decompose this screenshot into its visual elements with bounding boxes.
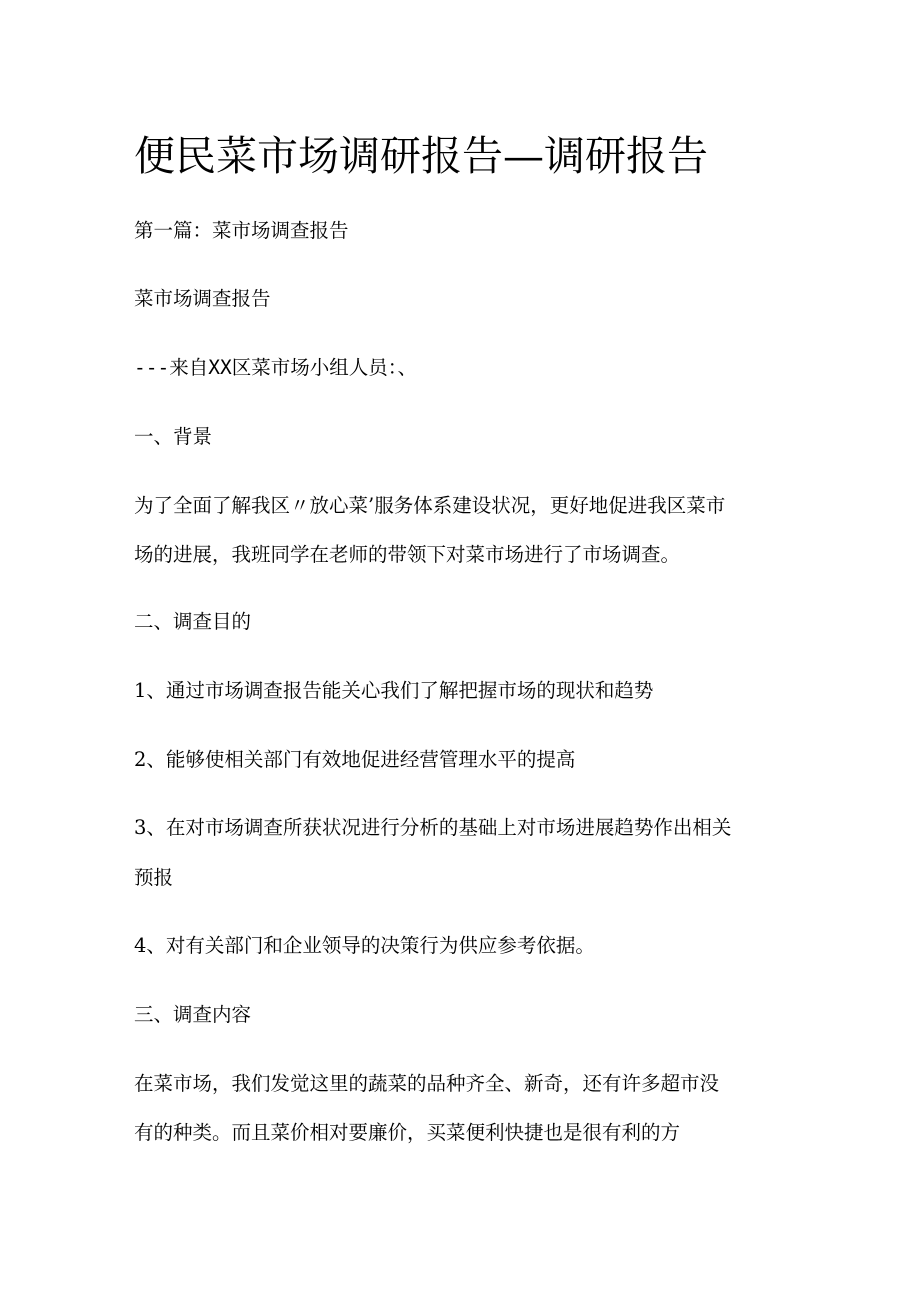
list-item-purpose-3-line-1: 3、在对市场调查所获状况进行分析的基础上对市场进展趋势作出相关 — [134, 816, 732, 839]
list-item-purpose-3-line-2: 预报 — [134, 866, 174, 889]
paragraph-background-line-2: 场的进展，我班同学在老师的带领下对菜市场进行了市场调查。 — [134, 543, 681, 566]
report-subtitle: 菜市场调查报告 — [134, 287, 271, 310]
paragraph-background-line-1: 为了全面了解我区〃放心菜’服务体系建设状况，更好地促进我区菜市 — [134, 494, 726, 517]
document-title: 便民菜市场调研报告—调研报告 — [134, 132, 708, 180]
paragraph-content-line-2: 有的种类。而且菜价相对要廉价，买菜便利快捷也是很有利的方 — [134, 1121, 681, 1144]
author-line: ---来自XX区菜市场小组人员：、 — [134, 356, 417, 379]
section-heading-background: 一、背景 — [134, 425, 213, 448]
list-item-purpose-2: 2、能够使相关部门有效地促进经营管理水平的提高 — [134, 748, 576, 771]
section-heading-content: 三、调查内容 — [134, 1003, 252, 1026]
list-item-purpose-1: 1、通过市场调查报告能关心我们了解把握市场的现状和趋势 — [134, 679, 654, 702]
section-heading-part-one: 第一篇：菜市场调查报告 — [134, 219, 349, 242]
paragraph-content-line-1: 在菜市场，我们发觉这里的蔬菜的品种齐全、新奇，还有许多超市没 — [134, 1072, 720, 1095]
section-heading-purpose: 二、调查目的 — [134, 610, 252, 633]
list-item-purpose-4: 4、对有关部门和企业领导的决策行为供应参考依据。 — [134, 934, 595, 957]
